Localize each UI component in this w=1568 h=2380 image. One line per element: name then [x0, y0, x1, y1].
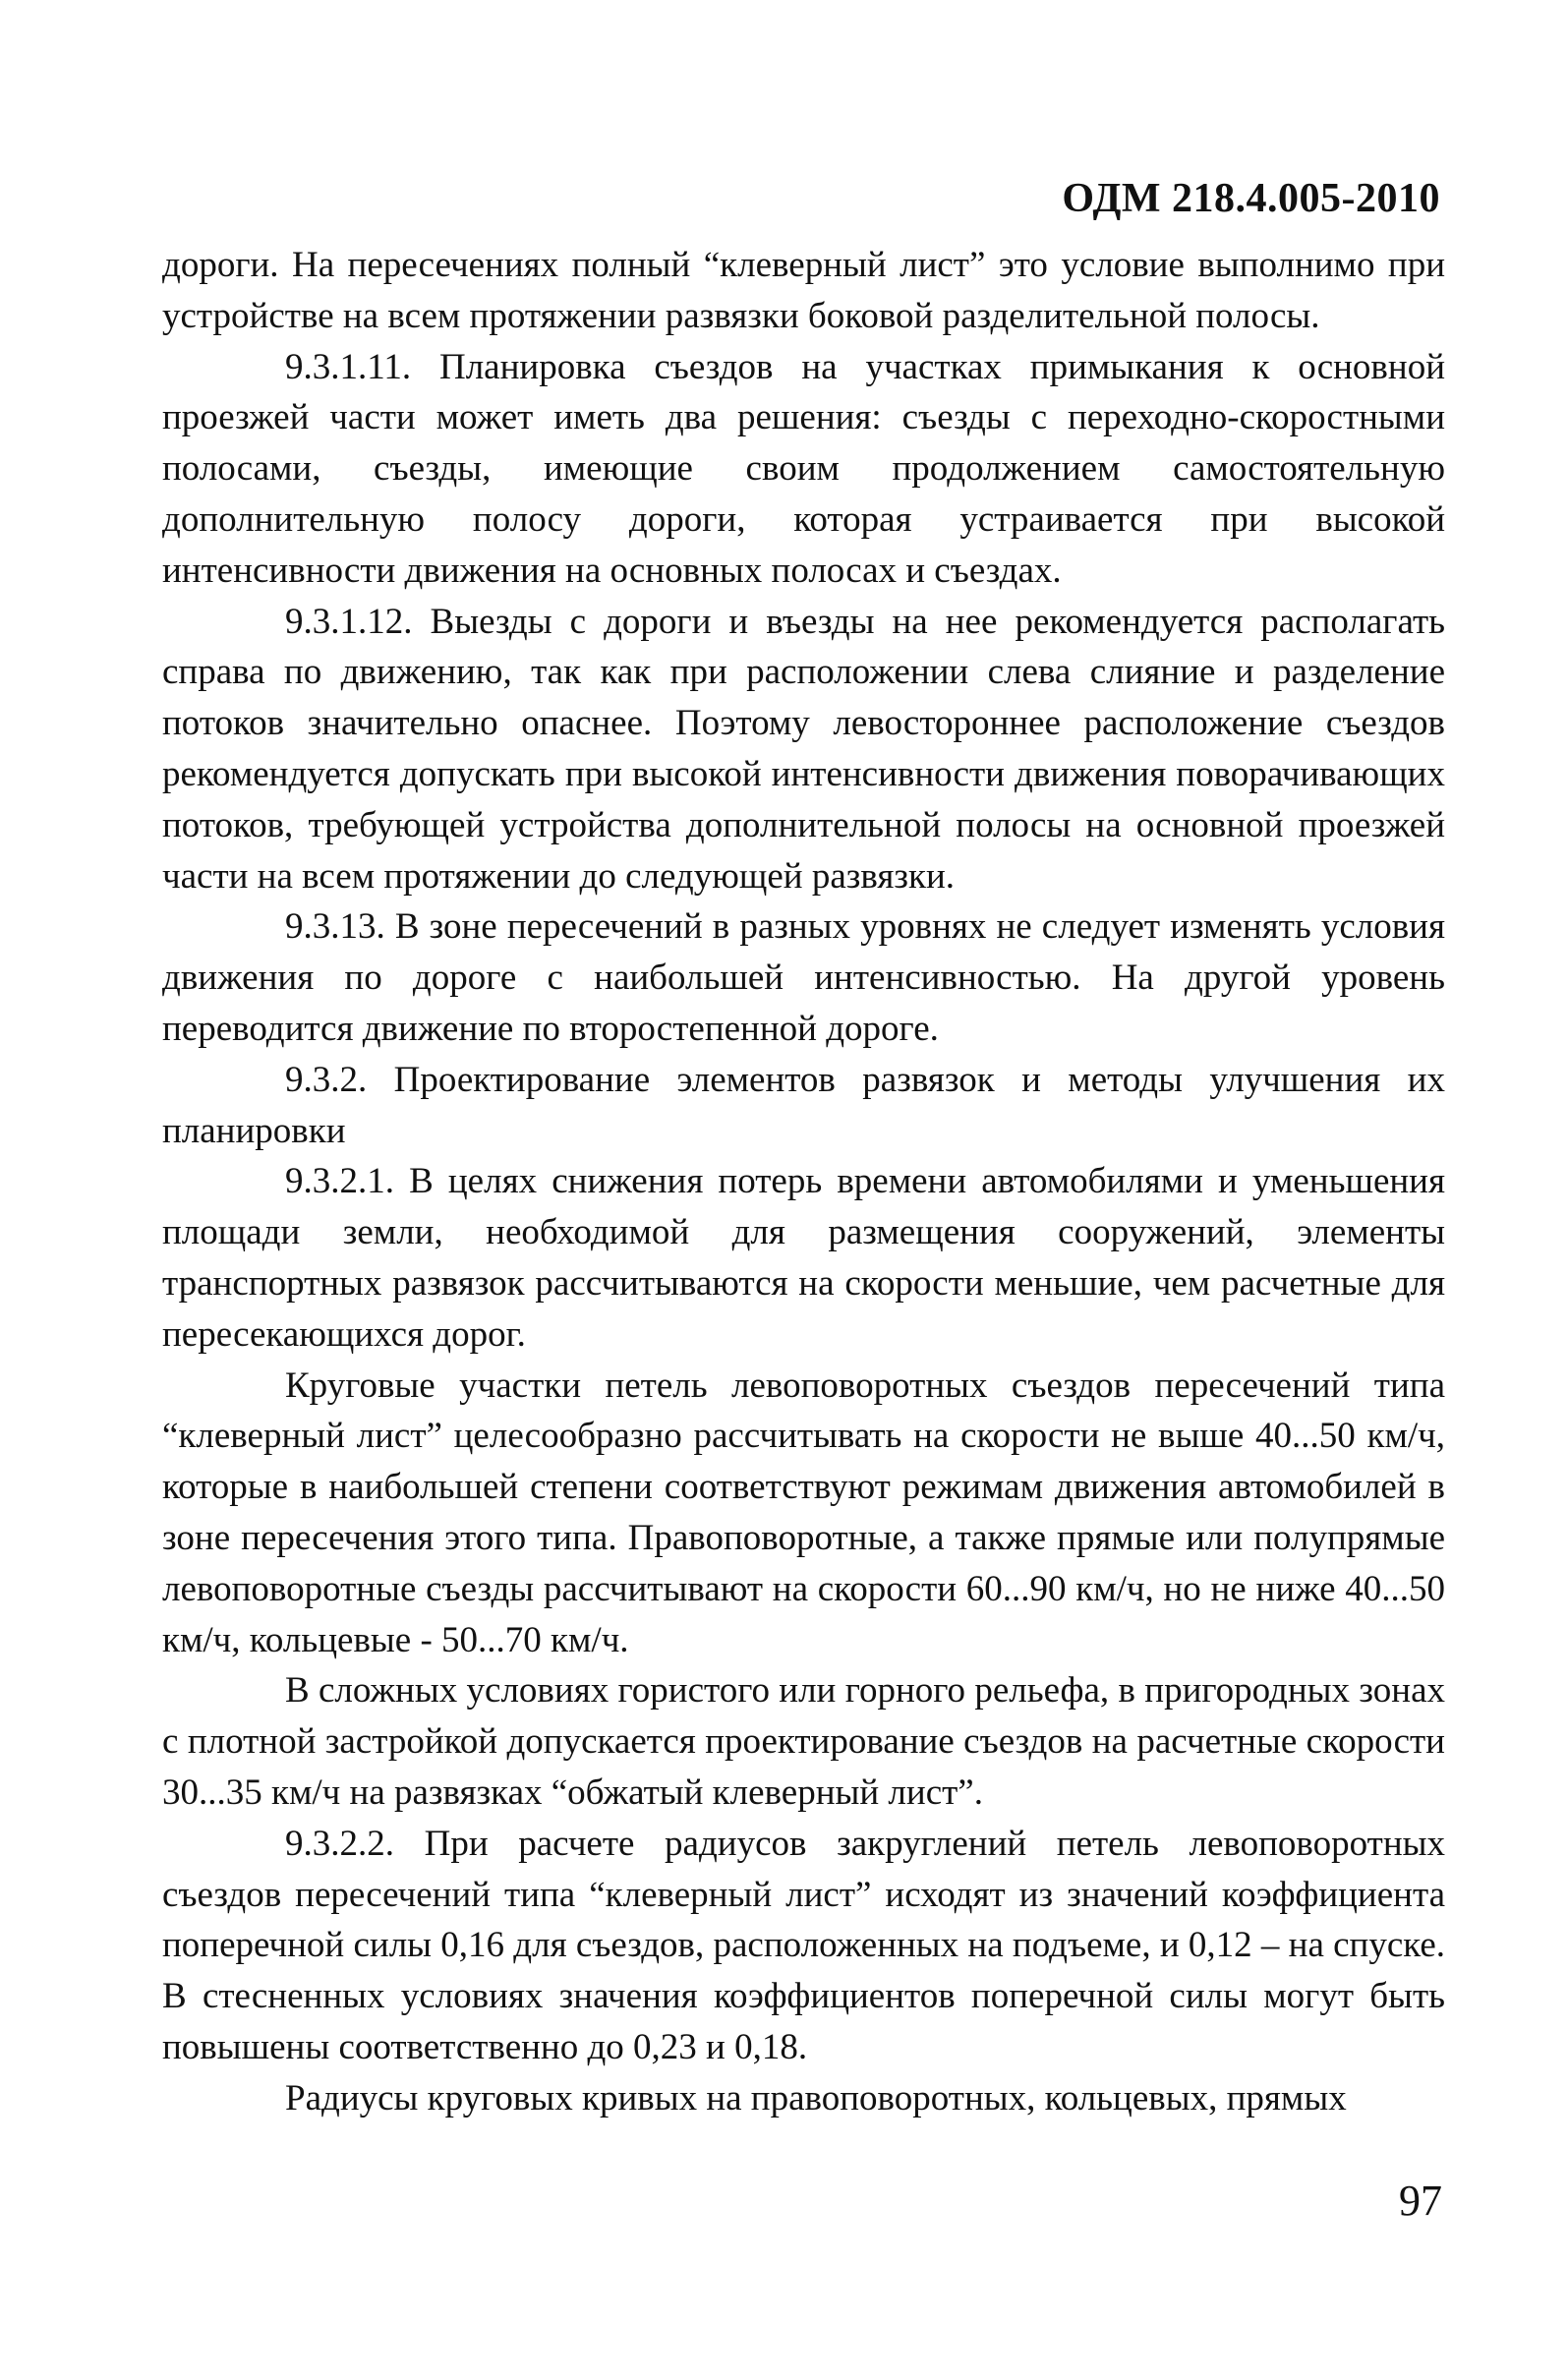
section-heading-9-3-2: 9.3.2. Проектирование элементов развязок и методы улучшения их планировки: [162, 1059, 1445, 1151]
document-code-header: ОДМ 218.4.005-2010: [1062, 176, 1440, 221]
page-number: 97: [1399, 2177, 1442, 2225]
paragraph-continuation: дороги. На пересечениях полный “клеверный лист” это условие выполнимо при устройстве на всем протяжении развязки боковой разделительной полосы.: [162, 245, 1445, 336]
paragraph-9-3-13: 9.3.13. В зоне пересечений в разных уровнях не следует изменять условия движения по дороге с наибольшей интенсивностью. На другой уровень переводится движение по второстепенной дороге.: [162, 906, 1445, 1049]
paragraph-curve-radii: Радиусы круговых кривых на правоповоротных, кольцевых, прямых: [285, 2077, 1347, 2119]
paragraph-9-3-1-11: 9.3.1.11. Планировка съездов на участках примыкания к основной проезжей части может иметь два решения: съезды с переходно-скоростными полосами, съезды, имеющие своим продолжением самостоятельную дополнительную полосу дороги, которая устраивается при высокой интенсивности движения на основных полосах и съездах.: [162, 346, 1445, 591]
paragraph-9-3-2-2: 9.3.2.2. При расчете радиусов закруглений петель левоповоротных съездов пересечений типа “клеверный лист” исходят из значений коэффициента поперечной силы 0,16 для съездов, расположенных на подъеме, и 0,12 – на спуске. В стесненных условиях значения коэффициентов поперечной силы могут быть повышены соответственно до 0,23 и 0,18.: [162, 1823, 1445, 2067]
document-body: [162, 240, 1445, 2123]
paragraph-difficult-terrain: В сложных условиях гористого или горного рельефа, в пригородных зонах с плотной застройкой допускается проектирование съездов на расчетные скорости 30...35 км/ч на развязках “обжатый клеверный лист”.: [162, 1670, 1445, 1813]
paragraph-loop-speeds: Круговые участки петель левоповоротных съездов пересечений типа “клеверный лист” целесообразно рассчитывать на скорости не выше 40...50 км/ч, которые в наибольшей степени соответствуют режимам движения автомобилей в зоне пересечения этого типа. Правоповоротные, а также прямые или полупрямые левоповоротные съезды рассчитывают на скорости 60...90 км/ч, но не ниже 40...50 км/ч, кольцевые - 50...70 км/ч.: [162, 1364, 1445, 1660]
paragraph-9-3-1-12: 9.3.1.12. Выезды с дороги и въезды на нее рекомендуется располагать справа по движению, так как при расположении слева слияние и разделение потоков значительно опаснее. Поэтому левостороннее расположение съездов рекомендуется допускать при высокой интенсивности движения поворачивающих потоков, требующей устройства дополнительной полосы на основной проезжей части на всем протяжении до следующей развязки.: [162, 601, 1445, 897]
paragraph-9-3-2-1: 9.3.2.1. В целях снижения потерь времени автомобилями и уменьшения площади земли, необходимой для размещения сооружений, элементы транспортных развязок рассчитываются на скорости меньшие, чем расчетные для пересекающихся дорог.: [162, 1161, 1445, 1355]
